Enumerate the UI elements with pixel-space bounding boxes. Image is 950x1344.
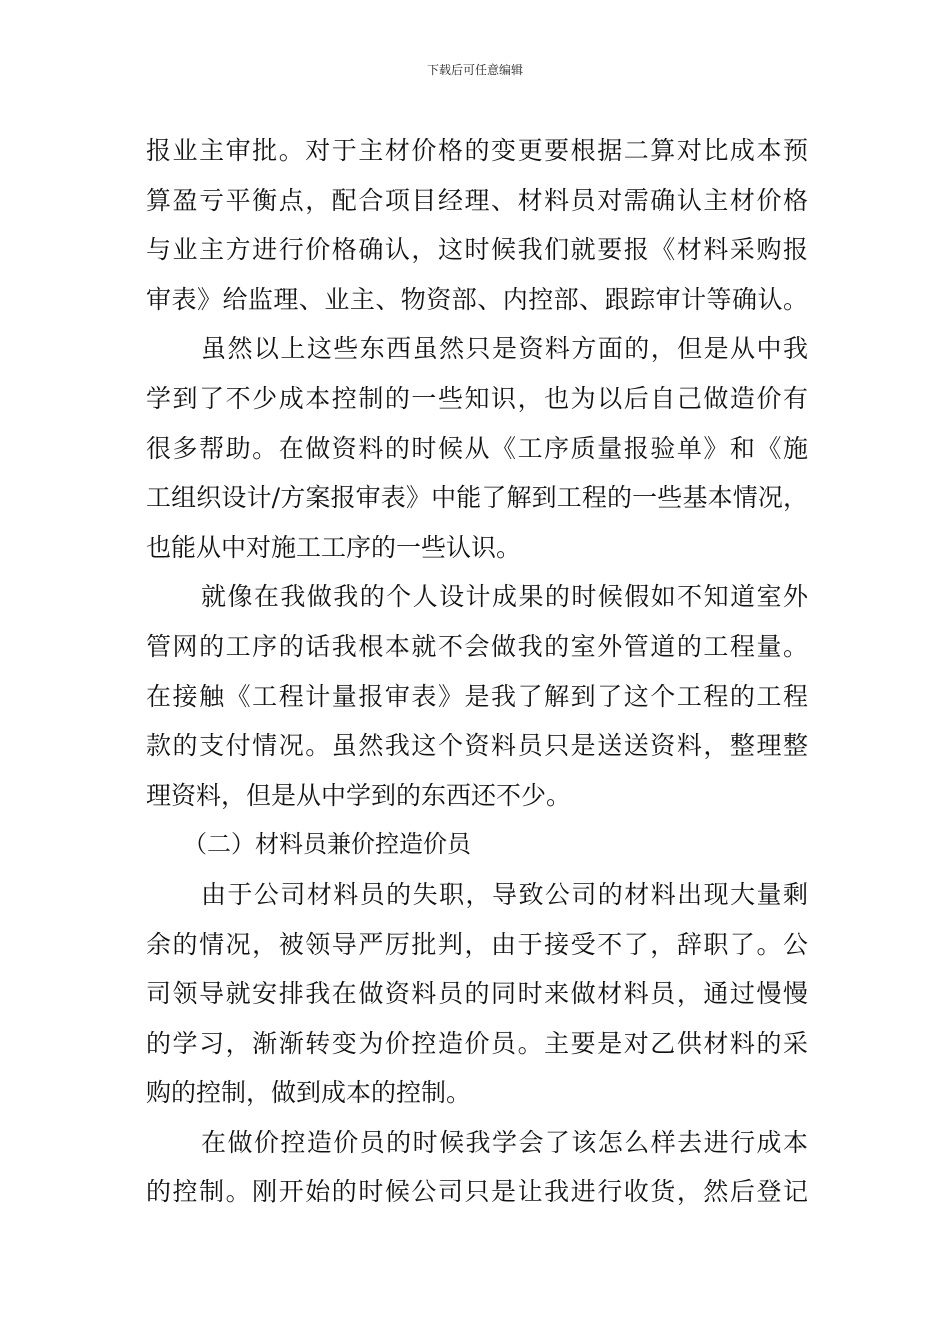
- text-line: 就像在我做我的个人设计成果的时候假如不知道室外: [201, 582, 808, 612]
- paragraph-4: [146, 870, 808, 1118]
- text-line: 算盈亏平衡点，配合项目经理、材料员对需确认主材价格: [146, 185, 808, 215]
- text-line: 学到了不少成本控制的一些知识，也为以后自己做造价有: [146, 383, 808, 413]
- text-line: 在做价控造价员的时候我学会了该怎么样去进行成本: [201, 1127, 808, 1157]
- paragraph-3: [146, 572, 808, 820]
- document-body: [146, 126, 808, 1217]
- text-line: 工组织设计/方案报审表》中能了解到工程的一些基本情况，: [146, 483, 808, 513]
- text-line: 的学习，渐渐转变为价控造价员。主要是对乙供材料的采: [146, 1028, 808, 1058]
- text-line: 司领导就安排我在做资料员的同时来做材料员，通过慢慢: [146, 979, 808, 1009]
- text-line: 购的控制，做到成本的控制。: [146, 1078, 472, 1108]
- text-line: 管网的工序的话我根本就不会做我的室外管道的工程量。: [146, 631, 808, 661]
- text-line: 也能从中对施工工序的一些认识。: [146, 532, 522, 562]
- text-line: 款的支付情况。虽然我这个资料员只是送送资料，整理整: [146, 731, 808, 761]
- text-line: 虽然以上这些东西虽然只是资料方面的，但是从中我: [201, 334, 808, 364]
- paragraph-2: [146, 324, 808, 572]
- text-line: 由于公司材料员的失职，导致公司的材料出现大量剩: [201, 879, 808, 909]
- text-line: 审表》给监理、业主、物资部、内控部、跟踪审计等确认。: [146, 284, 808, 314]
- text-line: 报业主审批。对于主材价格的变更要根据二算对比成本预: [146, 136, 808, 165]
- paragraph-5: [146, 1118, 808, 1217]
- paragraph-1: [146, 126, 808, 324]
- text-line: 在接触《工程计量报审表》是我了解到了这个工程的工程: [146, 681, 808, 711]
- text-line: 理资料，但是从中学到的东西还不少。: [146, 780, 572, 810]
- text-line: 与业主方进行价格确认，这时候我们就要报《材料采购报: [146, 235, 808, 265]
- section-heading: [146, 820, 808, 870]
- section-heading-text: （二）材料员兼价控造价员: [183, 830, 471, 859]
- text-line: 余的情况，被领导严厉批判，由于接受不了，辞职了。公: [146, 929, 808, 959]
- text-line: 很多帮助。在做资料的时候从《工序质量报验单》和《施: [146, 433, 808, 463]
- text-line: 的控制。刚开始的时候公司只是让我进行收货，然后登记: [146, 1177, 808, 1207]
- page-header: 下载后可任意编辑: [426, 63, 523, 77]
